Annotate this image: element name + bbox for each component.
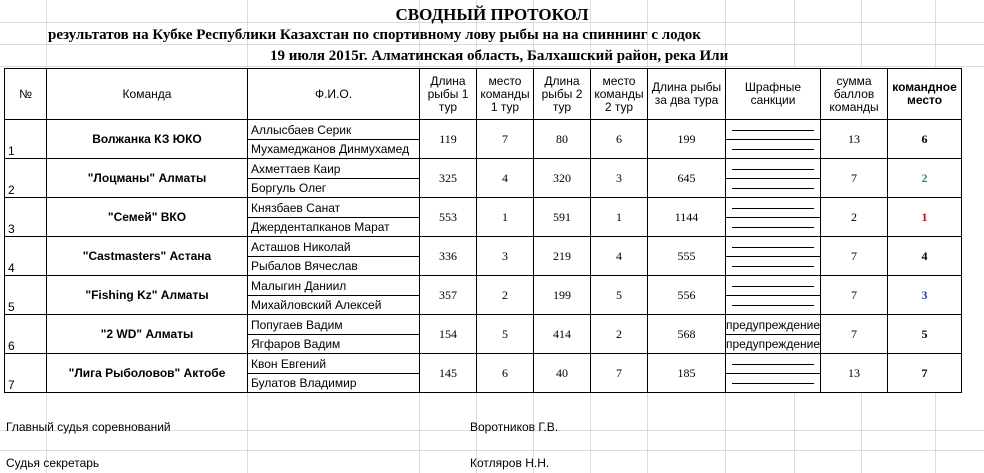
penalty-text (732, 207, 814, 209)
penalty-cell (726, 218, 821, 237)
team-place-value: 3 (888, 276, 962, 315)
penalty-text (732, 265, 814, 267)
member-name: Боргуль Олег (248, 179, 420, 198)
sum-points-value: 13 (821, 120, 888, 159)
secretary-label: Судья секретарь (6, 456, 100, 470)
team-place-value: 4 (888, 237, 962, 276)
penalty-text: предупреждение (726, 317, 821, 332)
member-name: Ягфаров Вадим (248, 335, 420, 354)
len2-value: 80 (534, 120, 591, 159)
place1-value: 6 (477, 354, 534, 393)
place2-value: 2 (591, 315, 648, 354)
team-name: "Лига Рыболовов" Актобе (47, 354, 248, 393)
member-name: Асташов Николай (248, 237, 420, 257)
member-name: Булатов Владимир (248, 374, 420, 393)
member-name: Мухамеджанов Динмухамед (248, 140, 420, 159)
place2-value: 1 (591, 198, 648, 237)
place2-value: 4 (591, 237, 648, 276)
penalty-cell (726, 237, 821, 257)
row-number: 4 (5, 237, 47, 276)
member-name: Малыгин Даниил (248, 276, 420, 296)
table-row (5, 120, 962, 140)
team-place-value: 6 (888, 120, 962, 159)
len1-value: 357 (420, 276, 477, 315)
table-row (5, 276, 962, 296)
team-place-value: 7 (888, 354, 962, 393)
chief-judge-label: Главный судья соревнований (6, 420, 171, 434)
penalty-text (732, 382, 814, 384)
header-len2: Длина рыбы 2 тур (534, 69, 591, 120)
member-name: Квон Евгений (248, 354, 420, 374)
member-name: Рыбалов Вячеслав (248, 257, 420, 276)
table-header-row (5, 69, 962, 120)
header-team-place: командное место (888, 69, 962, 120)
row-number: 2 (5, 159, 47, 198)
place2-value: 3 (591, 159, 648, 198)
table-row (5, 237, 962, 257)
len1-value: 325 (420, 159, 477, 198)
header-num: № (5, 69, 47, 120)
penalty-cell (726, 315, 821, 335)
penalty-text (732, 285, 814, 287)
sum-points-value: 7 (821, 159, 888, 198)
document-title: СВОДНЫЙ ПРОТОКОЛ (395, 5, 589, 24)
penalty-text (732, 226, 814, 228)
results-body (5, 120, 962, 393)
place2-value: 7 (591, 354, 648, 393)
penalty-cell (726, 179, 821, 198)
penalty-cell (726, 198, 821, 218)
penalty-cell (726, 276, 821, 296)
len1-value: 119 (420, 120, 477, 159)
penalty-cell (726, 257, 821, 276)
chief-judge-name: Воротников Г.В. (470, 420, 559, 434)
member-name: Джердентапканов Марат (248, 218, 420, 237)
sum-points-value: 2 (821, 198, 888, 237)
sum-points-value: 7 (821, 237, 888, 276)
total-len-value: 185 (648, 354, 726, 393)
place1-value: 1 (477, 198, 534, 237)
row-number: 1 (5, 120, 47, 159)
total-len-value: 645 (648, 159, 726, 198)
table-row (5, 159, 962, 179)
table-row (5, 198, 962, 218)
team-place-value: 2 (888, 159, 962, 198)
secretary-name: Котляров Н.Н. (470, 456, 550, 470)
member-name: Попугаев Вадим (248, 315, 420, 335)
penalty-text (732, 246, 814, 248)
len2-value: 40 (534, 354, 591, 393)
place1-value: 2 (477, 276, 534, 315)
header-team: Команда (47, 69, 248, 120)
penalty-cell (726, 354, 821, 374)
sum-points-value: 13 (821, 354, 888, 393)
penalty-cell (726, 140, 821, 159)
results-table (4, 68, 962, 393)
len1-value: 336 (420, 237, 477, 276)
sum-points-value: 7 (821, 315, 888, 354)
row-number: 6 (5, 315, 47, 354)
row-number: 5 (5, 276, 47, 315)
penalty-text (732, 187, 814, 189)
header-place1: место команды 1 тур (477, 69, 534, 120)
total-len-value: 568 (648, 315, 726, 354)
sum-points-value: 7 (821, 276, 888, 315)
member-name: Князбаев Санат (248, 198, 420, 218)
header-total-len: Длина рыбы за два тура (648, 69, 726, 120)
len1-value: 154 (420, 315, 477, 354)
grid-line (0, 450, 984, 451)
team-name: Волжанка КЗ ЮКО (47, 120, 248, 159)
document-subtitle: результатов на Кубке Республики Казахстан по спортивному лову рыбы на на спиннинг с лодок (48, 27, 701, 43)
place1-value: 4 (477, 159, 534, 198)
place1-value: 3 (477, 237, 534, 276)
team-name: "Castmasters" Астана (47, 237, 248, 276)
header-place2: место команды 2 тур (591, 69, 648, 120)
header-sum-points: сумма баллов команды (821, 69, 888, 120)
penalty-text (732, 168, 814, 170)
row-number: 3 (5, 198, 47, 237)
total-len-value: 199 (648, 120, 726, 159)
grid-line (0, 66, 984, 67)
member-name: Аллысбаев Серик (248, 120, 420, 140)
team-place-value: 5 (888, 315, 962, 354)
table-row (5, 315, 962, 335)
total-len-value: 556 (648, 276, 726, 315)
len2-value: 320 (534, 159, 591, 198)
len1-value: 553 (420, 198, 477, 237)
penalty-cell (726, 296, 821, 315)
member-name: Ахметтаев Каир (248, 159, 420, 179)
team-name: "Семей" ВКО (47, 198, 248, 237)
place1-value: 7 (477, 120, 534, 159)
penalty-text (732, 304, 814, 306)
penalty-text (732, 363, 814, 365)
team-place-value: 1 (888, 198, 962, 237)
place2-value: 5 (591, 276, 648, 315)
grid-line (0, 44, 984, 45)
table-row (5, 354, 962, 374)
penalty-cell (726, 374, 821, 393)
penalty-text (732, 129, 814, 131)
penalty-text: предупреждение (726, 337, 821, 351)
header-fio: Ф.И.О. (248, 69, 420, 120)
penalty-cell (726, 159, 821, 179)
team-name: "Лоцманы" Алматы (47, 159, 248, 198)
team-name: "Fishing Kz" Алматы (47, 276, 248, 315)
len2-value: 414 (534, 315, 591, 354)
row-number: 7 (5, 354, 47, 393)
penalty-cell (726, 335, 821, 354)
len1-value: 145 (420, 354, 477, 393)
penalty-cell (726, 120, 821, 140)
len2-value: 591 (534, 198, 591, 237)
total-len-value: 1144 (648, 198, 726, 237)
team-name: "2 WD" Алматы (47, 315, 248, 354)
document-date-place: 19 июля 2015г. Алматинская область, Балхашский район, река Или (270, 48, 729, 64)
place2-value: 6 (591, 120, 648, 159)
member-name: Михайловский Алексей (248, 296, 420, 315)
place1-value: 5 (477, 315, 534, 354)
len2-value: 199 (534, 276, 591, 315)
total-len-value: 555 (648, 237, 726, 276)
header-penalty: Шрафные санкции (726, 69, 821, 120)
penalty-text (732, 148, 814, 150)
len2-value: 219 (534, 237, 591, 276)
header-len1: Длина рыбы 1 тур (420, 69, 477, 120)
